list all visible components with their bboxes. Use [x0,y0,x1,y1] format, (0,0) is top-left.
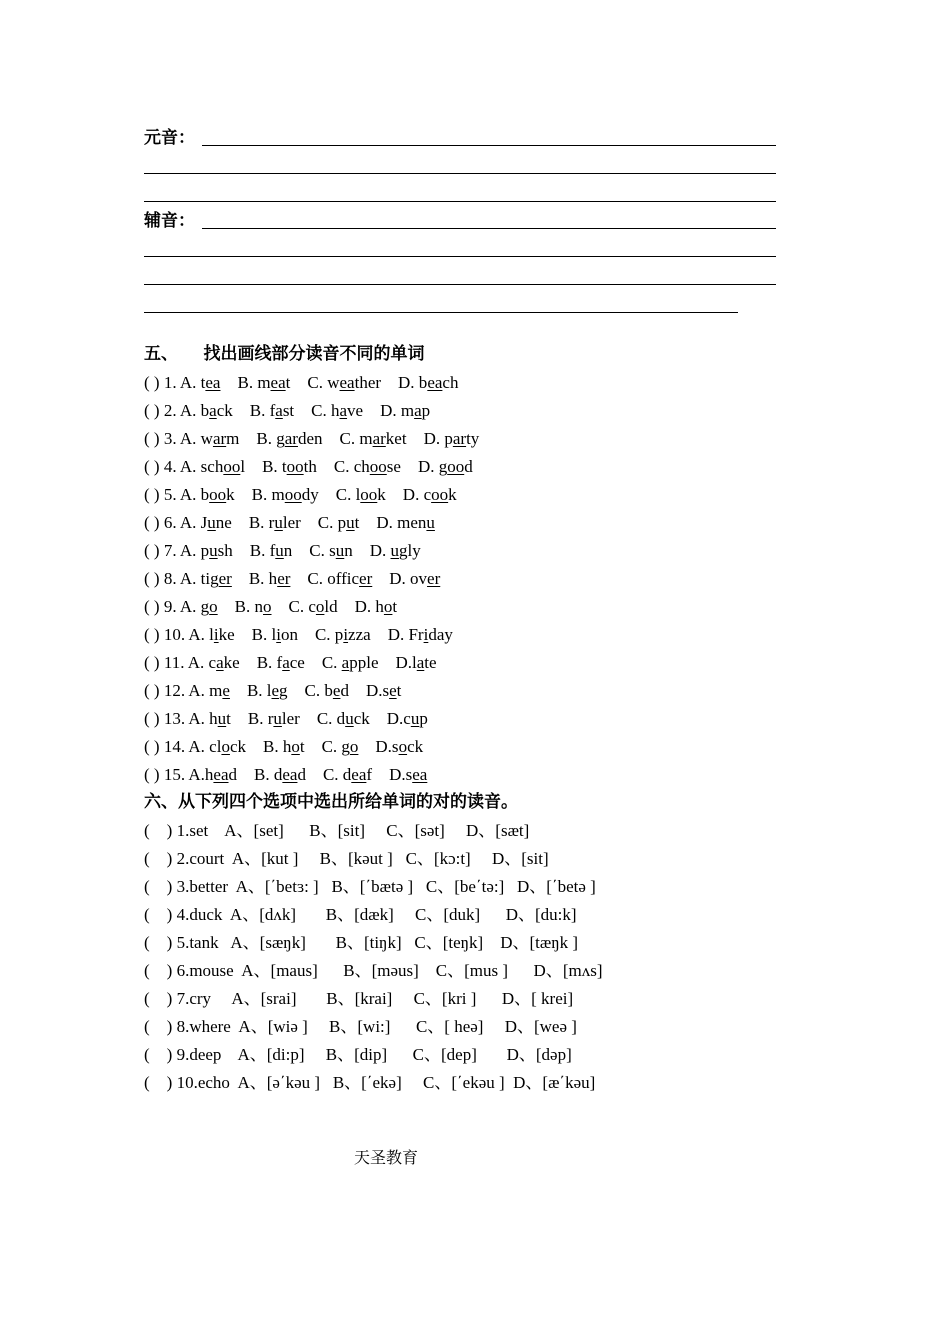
section5-question-row [144,653,437,673]
answer-option: D. map [380,401,431,420]
question-number: ( ) 9. [144,597,180,616]
question-number: ( ) 14. [144,737,189,756]
underlined-letters: u [217,709,227,728]
underlined-letters: a [275,401,283,420]
answer-option: C. go [321,737,359,756]
answer-option: C. weather [307,373,382,392]
vowel-answer-line-1 [202,145,776,146]
answer-option: B. ruler [247,709,300,728]
underlined-letters: o [349,737,359,756]
consonant-answer-line-3 [144,284,776,285]
answer-option: C. put [317,513,360,532]
underlined-letters: e [222,681,230,700]
answer-option: B. tooth [262,457,317,476]
answer-option: B. fun [249,541,293,560]
answer-option: A. like [188,625,235,644]
underlined-letters: ar [372,429,386,448]
answer-option: B. moody [251,485,319,504]
answer-option: C. have [311,401,364,420]
answer-option: A. June [179,513,232,532]
underlined-letters: oo [286,457,304,476]
answer-option: C. cold [288,597,338,616]
underlined-letters: er [359,569,373,588]
answer-option: D.sea [389,765,428,784]
answer-option: A. go [179,597,218,616]
question-number: ( ) 13. [144,709,189,728]
answer-option: C. duck [316,709,370,728]
answer-option: D. cook [402,485,457,504]
vowel-answer-line-3 [144,201,776,202]
answer-option: A. hut [188,709,231,728]
answer-option: B. leg [246,681,288,700]
answer-option: B. meat [237,373,291,392]
underlined-letters: i [343,625,349,644]
underlined-letters: a [414,401,422,420]
underlined-letters: o [315,597,325,616]
section5-question-row [144,681,401,701]
question-number: ( ) 2. [144,401,180,420]
footer-text: 天圣教育 [354,1150,419,1167]
underlined-letters: oo [447,457,465,476]
section6-question-row: ( ) 7.cry A、[srai] B、[krai] C、[kri ] D、[ krei] [144,989,574,1008]
section6-question-row: ( ) 4.duck A、[dʌk] B、[dæk] C、[duk] D、[du:k] [144,905,577,924]
underlined-letters: oo [431,485,449,504]
section5-question-row [144,569,440,589]
underlined-letters: oo [369,457,387,476]
underlined-letters: u [274,513,283,532]
section6-question-row: ( ) 10.echo A、[ə΄kəu ] B、[΄ekə] C、[΄ekəu ] D、[æ΄kəu] [144,1073,596,1092]
underlined-letters: ar [284,429,298,448]
section5-question-row [144,737,423,757]
answer-option: A. cake [187,653,240,672]
underlined-letters: i [423,625,429,644]
section5-title: 五、 找出画线部分读音不同的单词 [144,344,425,363]
question-number: ( ) 3. [144,429,180,448]
answer-option: D. beach [398,373,459,392]
section5-question-row [144,485,457,505]
section6-question-row: ( ) 8.where A、[wiə ] B、[wi:] C、[ heə] D、[weə ] [144,1017,577,1036]
section6-question-row: ( ) 9.deep A、[di:p] B、[dip] C、[dep] D、[dəp] [144,1045,572,1064]
answer-option: D. good [417,457,473,476]
underlined-letters: o [291,737,300,756]
underlined-letters: i [213,625,219,644]
answer-option: D. menu [376,513,435,532]
answer-option: A. book [179,485,235,504]
underlined-letters: u [209,541,218,560]
underlined-letters: u [346,513,355,532]
question-number: ( ) 5. [144,485,180,504]
underlined-letters: u [410,709,420,728]
underlined-letters: er [277,569,291,588]
underlined-letters: a [341,653,350,672]
section6-question-row: ( ) 1.set A、[set] B、[sit] C、[sət] D、[sæt] [144,821,530,840]
answer-option: B. hot [262,737,305,756]
answer-option: B. dead [254,765,306,784]
answer-option: B. face [256,653,305,672]
section5-question-row [144,625,453,645]
answer-option: A.head [188,765,238,784]
answer-option: A. back [179,401,233,420]
underlined-letters: o [263,597,272,616]
underlined-letters: u [335,541,345,560]
answer-option: A. tea [179,373,221,392]
consonant-label: 辅音： [144,211,195,230]
section5-question-row [144,597,397,617]
consonant-answer-line-2 [144,256,776,257]
question-number: ( ) 12. [144,681,189,700]
question-number: ( ) 10. [144,625,189,644]
answer-option: C. deaf [322,765,373,784]
underlined-letters: u [426,513,435,532]
underlined-letters: oo [223,457,241,476]
answer-option: B. garden [256,429,323,448]
answer-option: D. party [423,429,480,448]
underlined-letters: u [390,541,400,560]
question-number: ( ) 4. [144,457,180,476]
underlined-letters: ea [339,373,355,392]
question-number: ( ) 15. [144,765,189,784]
answer-option: D.sock [375,737,424,756]
underlined-letters: a [416,653,425,672]
section5-question-row [144,429,479,449]
answer-option: C. officer [307,569,373,588]
underlined-letters: o [209,597,218,616]
underlined-letters: ea [205,373,221,392]
underlined-letters: o [221,737,230,756]
underlined-letters: a [339,401,348,420]
answer-option: B. lion [251,625,298,644]
section6-question-row: ( ) 2.court A、[kut ] B、[kəut ] C、[kɔ:t] D、[sit] [144,849,549,868]
underlined-letters: e [389,681,397,700]
answer-option: A. clock [188,737,246,756]
section6-title: 六、从下列四个选项中选出所给单词的对的读音。 [144,792,518,811]
answer-option: D.late [395,653,437,672]
underlined-letters: ea [270,373,286,392]
underlined-letters: oo [209,485,227,504]
question-number: ( ) 6. [144,513,180,532]
underlined-letters: u [275,541,284,560]
consonant-answer-line-1 [202,228,776,229]
underlined-letters: ar [452,429,467,448]
underlined-letters: a [209,401,217,420]
underlined-letters: o [398,737,408,756]
answer-option: D. ugly [369,541,421,560]
answer-option: B. fast [249,401,295,420]
underlined-letters: ea [412,765,428,784]
answer-option: A. me [188,681,230,700]
underlined-letters: a [282,653,290,672]
underlined-letters: i [276,625,281,644]
underlined-letters: u [345,709,354,728]
question-number: ( ) 8. [144,569,180,588]
underlined-letters: u [207,513,216,532]
answer-option: D. over [389,569,441,588]
answer-option: D. Friday [387,625,453,644]
underlined-letters: e [271,681,280,700]
answer-option: C. choose [333,457,401,476]
consonant-answer-line-4 [144,312,738,313]
underlined-letters: ea [282,765,298,784]
answer-option: C. pizza [314,625,371,644]
underlined-letters: u [273,709,282,728]
answer-option: C. look [335,485,386,504]
section6-question-row: ( ) 3.better A、[΄betɜ: ] B、[΄bætə ] C、[be΄tə:] D、[΄betə ] [144,877,596,896]
underlined-letters: a [216,653,224,672]
section5-question-row [144,373,458,393]
question-number: ( ) 1. [144,373,180,392]
answer-option: C. bed [304,681,349,700]
section5-question-row [144,457,473,477]
underlined-letters: ea [427,373,443,392]
answer-option: D. hot [354,597,398,616]
answer-option: D.cup [386,709,428,728]
answer-option: B. her [248,569,291,588]
vowel-answer-line-2 [144,173,776,174]
section5-question-row [144,513,435,533]
vowel-label: 元音： [144,128,195,147]
underlined-letters: oo [360,485,378,504]
question-number: ( ) 7. [144,541,180,560]
section6-question-row: ( ) 5.tank A、[sæŋk] B、[tiŋk] C、[teŋk] D、[tæŋk ] [144,933,579,952]
answer-option: C. market [339,429,407,448]
underlined-letters: ea [351,765,367,784]
underlined-letters: e [332,681,341,700]
answer-option: A. school [179,457,246,476]
underlined-letters: ar [212,429,227,448]
underlined-letters: er [218,569,232,588]
section5-question-row [144,401,430,421]
underlined-letters: er [427,569,441,588]
section5-question-row [144,709,428,729]
section5-question-row [144,765,427,785]
answer-option: D.set [365,681,402,700]
underlined-letters: oo [284,485,302,504]
underlined-letters: o [383,597,393,616]
answer-option: B. no [234,597,272,616]
answer-option: A. warm [179,429,240,448]
section6-question-row: ( ) 6.mouse A、[maus] B、[məus] C、[mus ] D、[mʌs] [144,961,603,980]
answer-option: C. apple [321,653,379,672]
underlined-letters: ea [213,765,229,784]
answer-option: C. sun [309,541,353,560]
section5-question-row [144,541,421,561]
answer-option: A. push [179,541,233,560]
answer-option: A. tiger [179,569,232,588]
answer-option: B. ruler [248,513,301,532]
question-number: ( ) 11. [144,653,188,672]
